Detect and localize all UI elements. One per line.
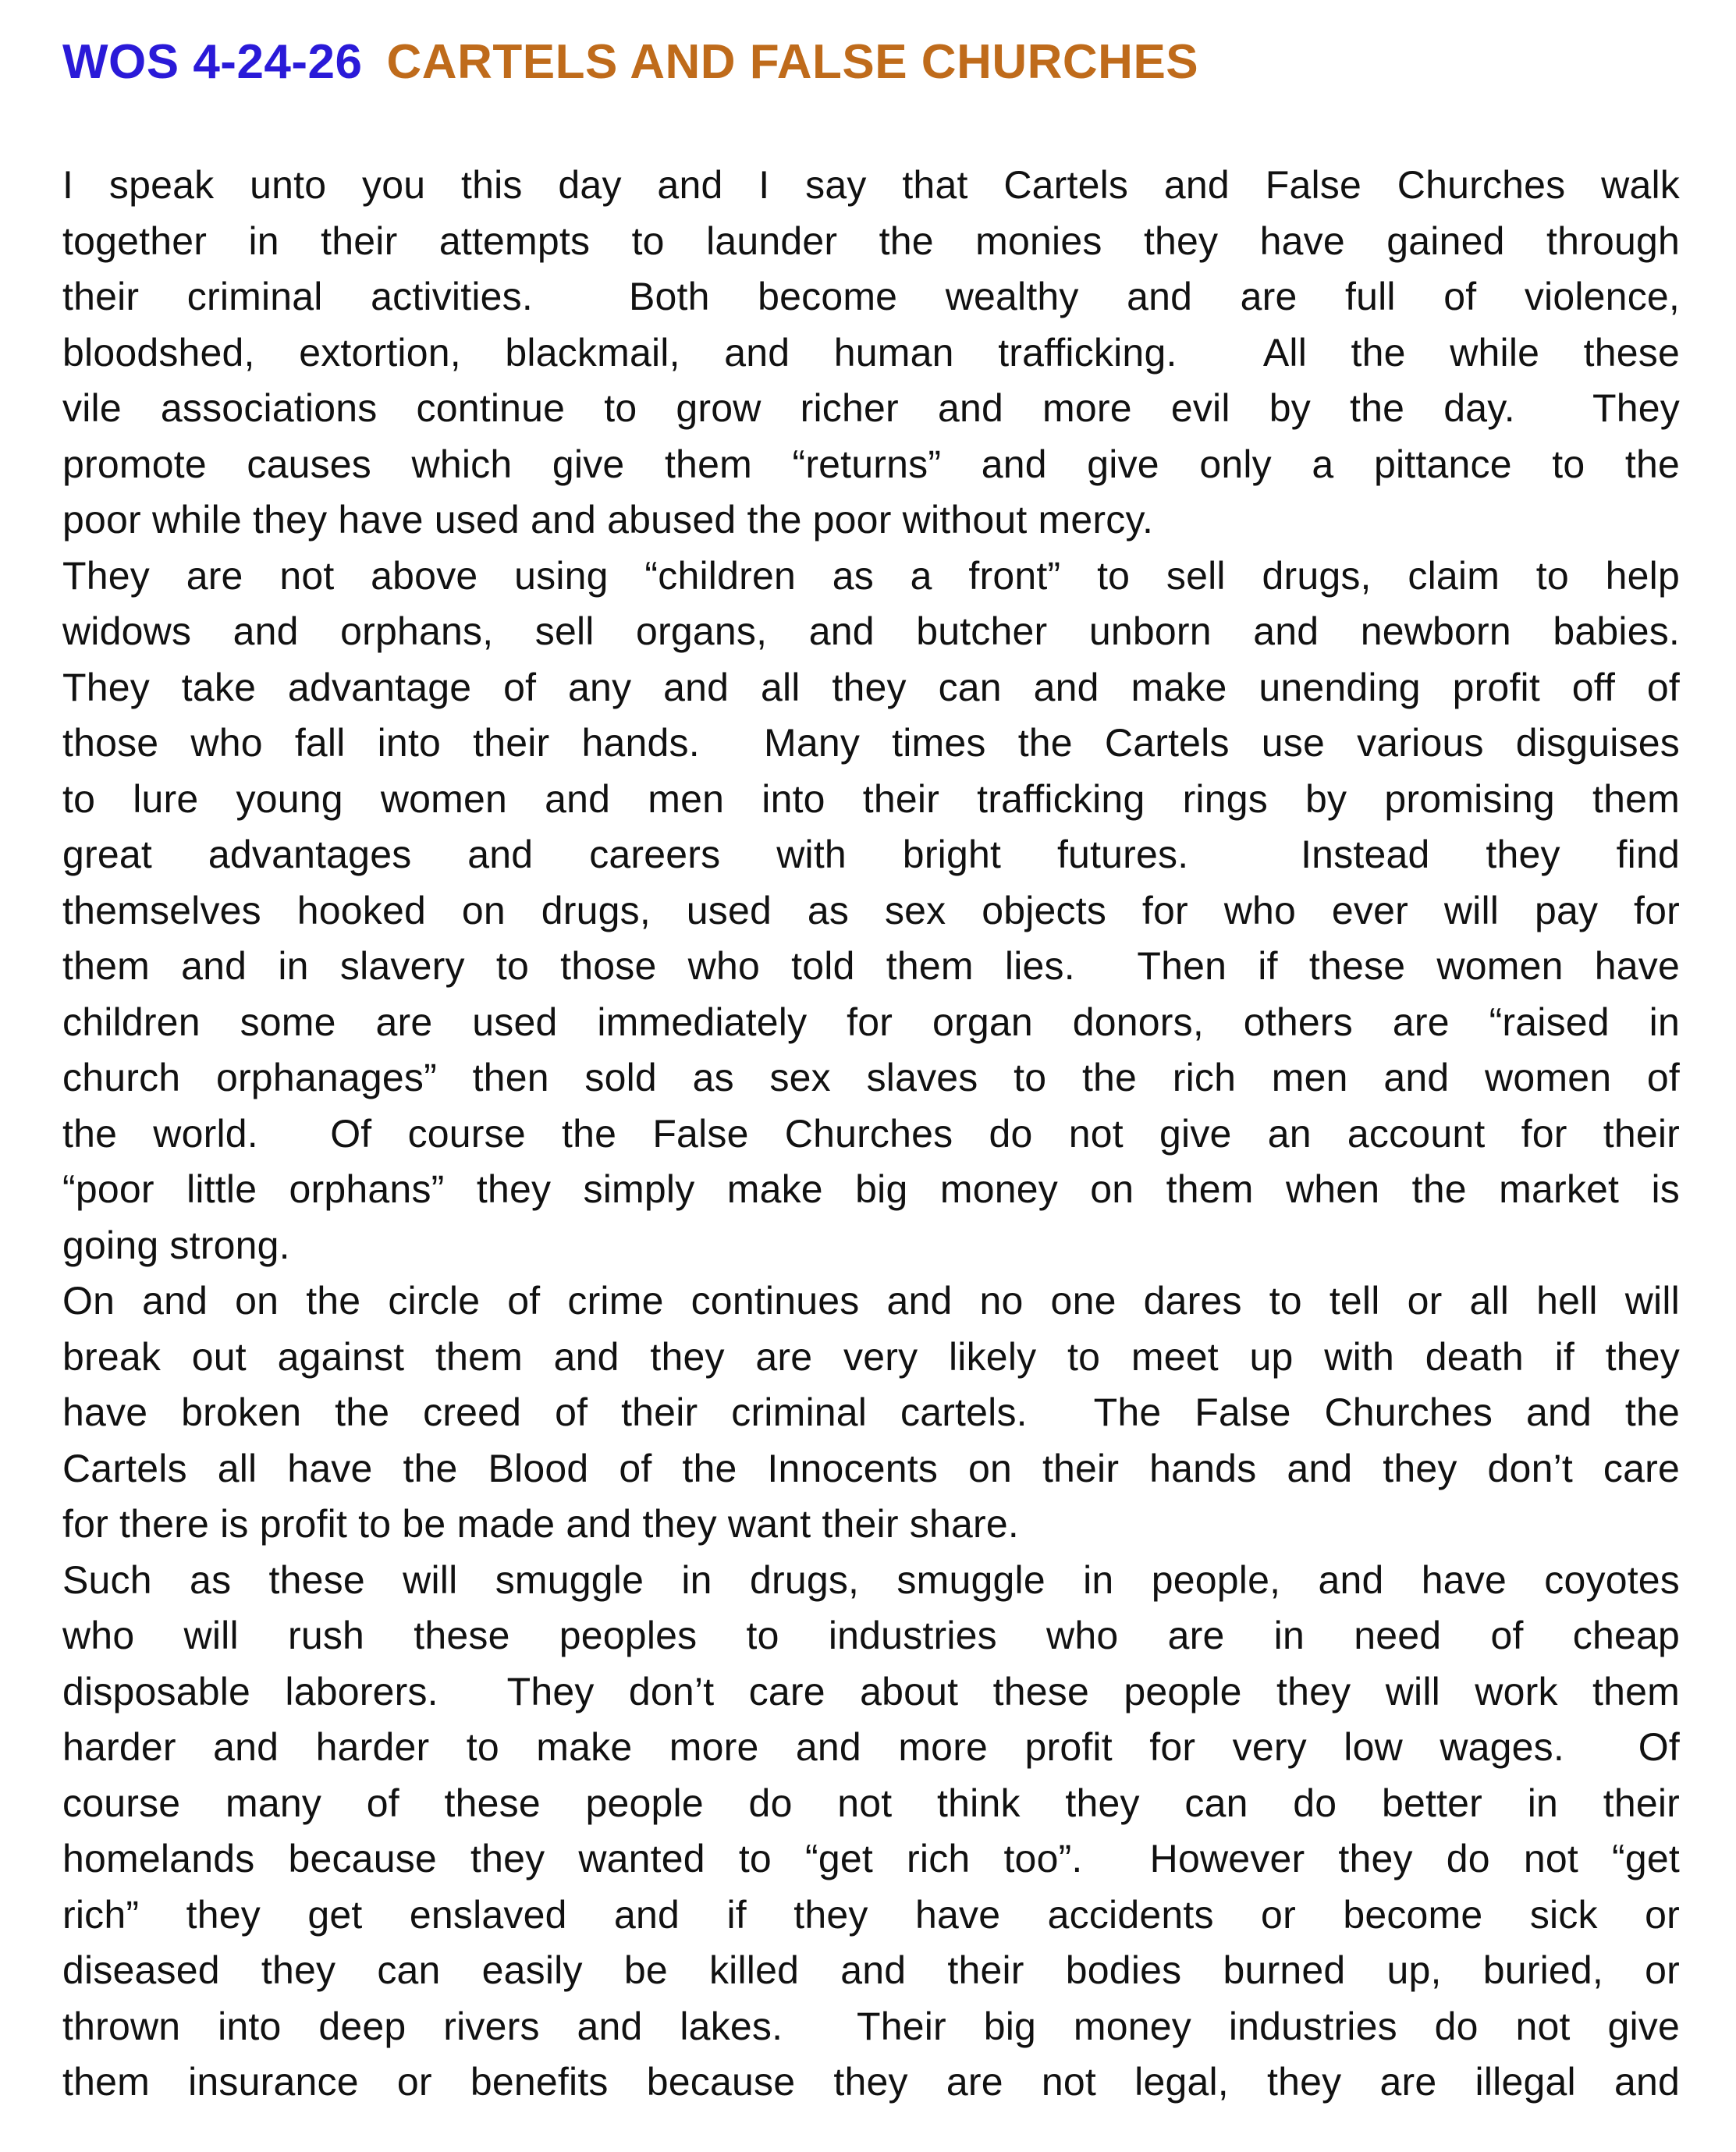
text-line: widows and orphans, sell organs, and butcher unborn and newborn babies. <box>62 609 1680 653</box>
text-line: diseased they can easily be killed and their bodies burned up, buried, or <box>62 1948 1680 1992</box>
text-line: together in their attempts to launder the monies they have gained through <box>62 218 1680 263</box>
text-line: On and on the circle of crime continues and no one dares to tell or all hell will <box>62 1279 1680 1323</box>
text-line: them and in slavery to those who told them lies. Then if these women have <box>62 944 1680 988</box>
text-line: themselves hooked on drugs, used as sex objects for who ever will pay for <box>62 888 1680 932</box>
text-line: vile associations continue to grow richer and more evil by the day. They <box>62 386 1680 430</box>
text-line: those who fall into their hands. Many times the Cartels use various disguises <box>62 721 1680 765</box>
title-code: WOS 4-24-26 <box>62 35 363 89</box>
text-line: Cartels all have the Blood of the Innocents on their hands and they don’t care <box>62 1446 1680 1490</box>
text-line: They take advantage of any and all they can and make unending profit off of <box>62 665 1680 709</box>
text-line: going strong. <box>62 1223 290 1267</box>
body-text <box>62 158 1680 2111</box>
title-subject: CARTELS AND FALSE CHURCHES <box>386 35 1199 89</box>
text-line: rich” they get enslaved and if they have accidents or become sick or <box>62 1892 1680 1937</box>
text-line: them insurance or benefits because they are not legal, they are illegal and <box>62 2060 1680 2104</box>
text-line: great advantages and careers with bright futures. Instead they find <box>62 833 1680 876</box>
text-line: course many of these people do not think they can do better in their <box>62 1781 1680 1825</box>
text-line: “poor little orphans” they simply make big money on them when the market is <box>62 1167 1680 1211</box>
text-line: Such as these will smuggle in drugs, smuggle in people, and have coyotes <box>62 1557 1680 1602</box>
text-line: homelands because they wanted to “get rich too”. However they do not “get <box>62 1837 1680 1880</box>
page-title <box>62 34 1680 91</box>
text-line: children some are used immediately for organ donors, others are “raised in <box>62 1000 1680 1044</box>
text-line: have broken the creed of their criminal cartels. The False Churches and the <box>62 1390 1680 1434</box>
text-line: I speak unto you this day and I say that Cartels and False Churches walk <box>62 163 1680 207</box>
text-line: disposable laborers. They don’t care about these people they will work them <box>62 1669 1680 1713</box>
text-line: the world. Of course the False Churches do not give an account for their <box>62 1111 1680 1156</box>
text-line: promote causes which give them “returns” and give only a pittance to the <box>62 442 1680 486</box>
text-line: bloodshed, extortion, blackmail, and human trafficking. All the while these <box>62 330 1680 375</box>
text-line: break out against them and they are very likely to meet up with death if they <box>62 1334 1680 1379</box>
text-line: to lure young women and men into their trafficking rings by promising them <box>62 776 1680 821</box>
text-line: They are not above using “children as a front” to sell drugs, claim to help <box>62 553 1680 598</box>
text-line: poor while they have used and abused the poor without mercy. <box>62 498 1154 542</box>
text-line: for there is profit to be made and they want their share. <box>62 1502 1019 1546</box>
text-line: their criminal activities. Both become wealthy and are full of violence, <box>62 275 1680 318</box>
text-line: church orphanages” then sold as sex slaves to the rich men and women of <box>62 1056 1680 1099</box>
text-line: harder and harder to make more and more profit for very low wages. Of <box>62 1725 1680 1769</box>
text-line: thrown into deep rivers and lakes. Their big money industries do not give <box>62 2004 1680 2048</box>
text-line: who will rush these peoples to industries who are in need of cheap <box>62 1614 1680 1657</box>
